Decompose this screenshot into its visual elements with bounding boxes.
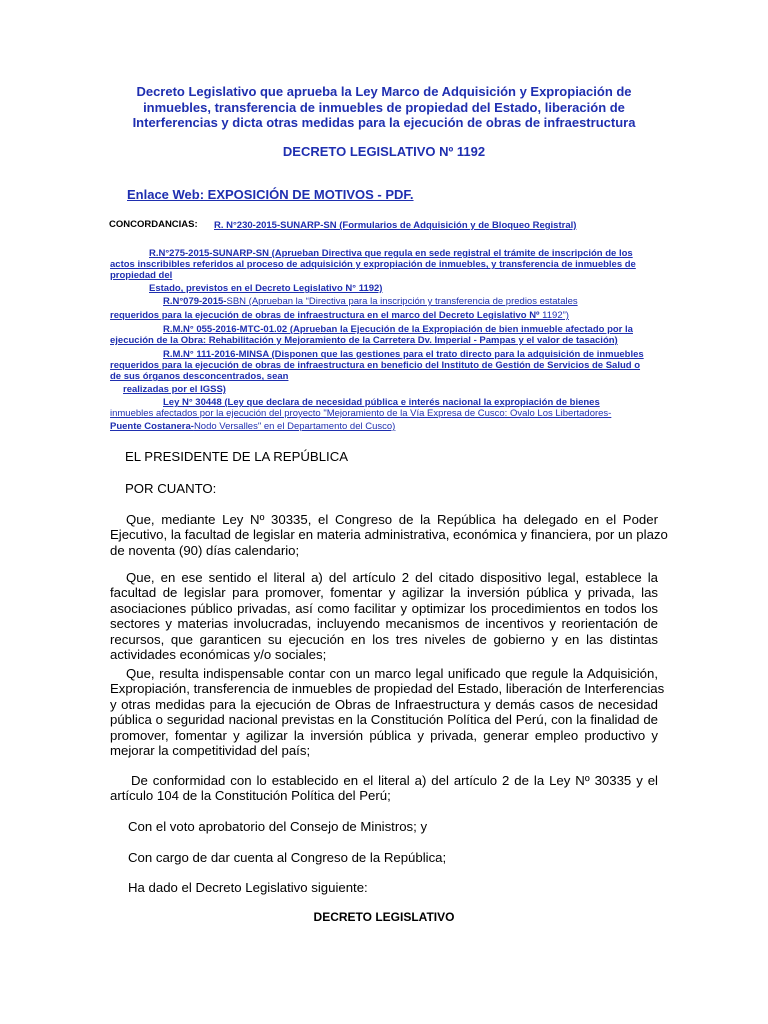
paragraph-line: Expropiación, transferencia de inmuebles de propiedad del Estado, liberación de Interferencias — [110, 681, 665, 697]
paragraph-4 — [110, 773, 658, 804]
title-line: inmuebles, transferencia de inmuebles de propiedad del Estado, liberación de — [143, 99, 625, 115]
paragraph-line: pública o seguridad nacional previstas en la Constitución Política del Perú, con la finalidad de — [110, 712, 658, 728]
concordancia-link-6-cont[interactable]: inmuebles afectados por la ejecución del proyecto "Mejoramiento de la Vía Expresa de Cusco: Ovalo Los Libertadores- — [110, 408, 612, 419]
concordancia-link-3-text: requeridos para la ejecución de obras de infraestructura en el marco del Decreto Legislativo Nº — [110, 310, 540, 321]
document-title — [110, 84, 658, 131]
concordancia-link-3-text: 1192”) — [539, 310, 569, 321]
concordancia-link-5-cont[interactable]: requeridos para la ejecución de obras de infraestructura en beneficio del Instituto de Gestión de Servicios de Salud o — [110, 360, 641, 371]
paragraph-line: Que, en ese sentido el literal a) del artículo 2 del citado dispositivo legal, establece la — [126, 570, 658, 585]
concordancia-link-5-cont[interactable]: de sus órganos desconcentrados, sean — [110, 371, 289, 382]
paragraph-line: facultad de legislar para promover, fomentar y agilizar la inversión pública y privada, las — [110, 585, 658, 601]
exposicion-motivos-link[interactable]: Enlace Web: EXPOSICIÓN DE MOTIVOS - PDF. — [127, 187, 414, 202]
paragraph-line: Que, resulta indispensable contar con un marco legal unificado que regule la Adquisición, — [126, 666, 658, 681]
decree-number: DECRETO LEGISLATIVO Nº 1192 — [282, 144, 486, 159]
concordancia-link-2-cont[interactable]: actos inscribibles referidos al proceso de adquisición y expropiación de inmuebles, y transferencia de inmuebles de — [110, 259, 636, 270]
paragraph-7: Ha dado el Decreto Legislativo siguiente: — [128, 880, 368, 895]
paragraph-line: actividades económicas y/o sociales; — [110, 647, 327, 663]
paragraph-line: sectores y materias involucradas, incluyendo mecanismos de incentivos y reorientación de — [110, 616, 658, 632]
concordancia-link-2-cont[interactable]: propiedad del — [110, 270, 173, 281]
paragraph-line: de noventa (90) días calendario; — [110, 542, 300, 558]
concordancias-label: CONCORDANCIAS: — [109, 219, 198, 230]
concordancia-link-4-cont[interactable]: ejecución de la Obra: Rehabilitación y Mejoramiento de la Carretera Dv. Imperial - Pampas y el valor de tasación) — [110, 335, 618, 346]
concordancia-link-2[interactable]: R.N°275-2015-SUNARP-SN (Aprueban Directiva que regula en sede registral el trámite de inscripción de los — [149, 248, 633, 259]
paragraph-1 — [110, 512, 668, 558]
paragraph-line: mejorar la competitividad del país; — [110, 743, 311, 759]
concordancia-link-3-code: R.N°079-2015- — [163, 296, 227, 307]
paragraph-line: De conformidad con lo establecido en el literal a) del artículo 2 de la Ley Nº 30335 y el — [131, 773, 658, 788]
title-line: Decreto Legislativo que aprueba la Ley Marco de Adquisición y Expropiación de — [136, 84, 632, 99]
concordancia-link-3-cont[interactable] — [110, 310, 569, 321]
concordancia-link-6-text: Puente Costanera- — [110, 421, 194, 432]
paragraph-line: y otras medidas para la ejecución de Obras de Infraestructura y demás casos de necesidad — [110, 696, 658, 712]
concordancia-link-6-text: Nodo Versalles" en el Departamento del Cusco) — [193, 421, 396, 432]
section-heading: DECRETO LEGISLATIVO — [313, 910, 455, 924]
paragraph-3 — [110, 666, 665, 759]
concordancia-link-6-cont[interactable] — [110, 421, 395, 432]
concordancia-link-6[interactable]: Ley N° 30448 (Ley que declara de necesidad pública e interés nacional la expropiación de bienes — [163, 397, 600, 408]
paragraph-line: Ejecutivo, la facultad de legislar en materia administrativa, económica y financiera, por un plazo — [110, 527, 668, 543]
concordancia-link-2-cont[interactable]: Estado, previstos en el Decreto Legislativo N° 1192) — [149, 283, 383, 294]
paragraph-6: Con cargo de dar cuenta al Congreso de la República; — [128, 850, 447, 865]
president-line: EL PRESIDENTE DE LA REPÚBLICA — [125, 449, 349, 464]
paragraph-line: asociaciones público privadas, así como facilitar y optimizar los procedimientos en todos los — [110, 600, 658, 616]
concordancia-link-1[interactable]: R. N°230-2015-SUNARP-SN (Formularios de Adquisición y de Bloqueo Registral) — [214, 220, 577, 231]
concordancia-link-5-cont[interactable]: realizadas por el IGSS) — [123, 384, 226, 395]
concordancia-link-4[interactable]: R.M.N° 055-2016-MTC-01.02 (Aprueban la Ejecución de la Expropiación de bien inmueble afectado por la — [163, 324, 633, 335]
title-line: Interferencias y dicta otras medidas para la ejecución de obras de infraestructura — [132, 115, 636, 130]
paragraph-line: artículo 104 de la Constitución Política del Perú; — [110, 788, 391, 804]
paragraph-2 — [110, 570, 658, 662]
paragraph-5: Con el voto aprobatorio del Consejo de Ministros; y — [128, 819, 428, 834]
paragraph-line: recursos, que garanticen su ejecución en los tres niveles de gobierno y en las distintas — [110, 631, 658, 647]
concordancia-link-3-desc: SBN (Aprueban la “Directiva para la inscripción y transferencia de predios estatales — [226, 296, 578, 307]
por-cuanto: POR CUANTO: — [125, 481, 217, 496]
paragraph-line: Que, mediante Ley Nº 30335, el Congreso de la República ha delegado en el Poder — [126, 512, 658, 527]
concordancia-link-5[interactable]: R.M.N° 111-2016-MINSA (Disponen que las gestiones para el trato directo para la adquisición de inmuebles — [163, 349, 644, 360]
concordancia-link-3[interactable] — [163, 296, 578, 307]
paragraph-line: promover, fomentar y agilizar la inversión pública y privada, generar empleo productivo y — [110, 727, 658, 743]
